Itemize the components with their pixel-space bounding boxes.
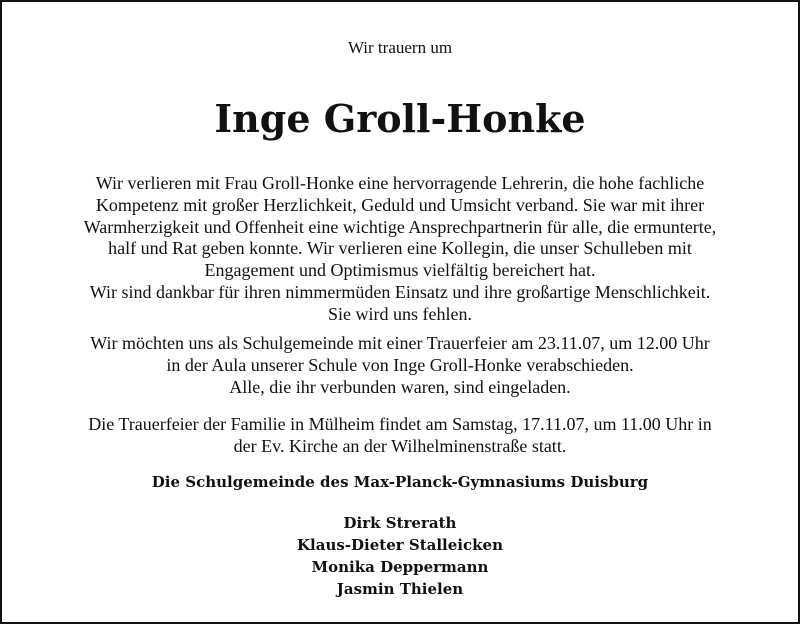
signer-name: Monika Deppermann [311, 558, 489, 576]
deceased-name: Inge Groll-Honke [214, 96, 586, 141]
family-ceremony-paragraph [20, 414, 780, 458]
tribute-paragraph [20, 173, 780, 326]
school-ceremony-paragraph [20, 333, 780, 398]
text-line: Wir verlieren mit Frau Groll-Honke eine hervorragende Lehrerin, die hohe fachliche [95, 173, 705, 193]
signer-name: Jasmin Thielen [336, 580, 464, 598]
text-line: Alle, die ihr verbunden waren, sind eingeladen. [229, 376, 571, 397]
organization-line: Die Schulgemeinde des Max-Planck-Gymnasiums Duisburg [151, 473, 649, 491]
text-line: Engagement und Optimismus vielfältig bereichert hat. [204, 260, 596, 281]
signers-list [2, 512, 798, 600]
signer-name: Dirk Strerath [343, 514, 457, 532]
text-line: Wir möchten uns als Schulgemeinde mit einer Trauerfeier am 23.11.07, um 12.00 Uhr [90, 333, 710, 353]
text-line: half und Rat geben konnte. Wir verlieren eine Kollegin, die unser Schulleben mit [108, 238, 692, 259]
text-line: in der Aula unserer Schule von Inge Groll-Honke verabschieden. [166, 354, 634, 375]
intro-line: Wir trauern um [347, 38, 453, 57]
text-line: Sie wird uns fehlen. [328, 303, 472, 324]
text-line: Warmherzigkeit und Offenheit eine wichtige Ansprechpartnerin für alle, die ermunterte, [83, 216, 717, 237]
text-line: der Ev. Kirche an der Wilhelminenstraße statt. [233, 435, 567, 456]
text-line: Wir sind dankbar für ihren nimmermüden Einsatz und ihre großartige Menschlichkeit. [89, 281, 711, 302]
text-line: Die Trauerfeier der Familie in Mülheim findet am Samstag, 17.11.07, um 11.00 Uhr in [88, 414, 712, 434]
signer-name: Klaus-Dieter Stalleicken [297, 536, 503, 554]
text-line: Kompetenz mit großer Herzlichkeit, Geduld und Umsicht verband. Sie war mit ihrer [95, 194, 705, 215]
